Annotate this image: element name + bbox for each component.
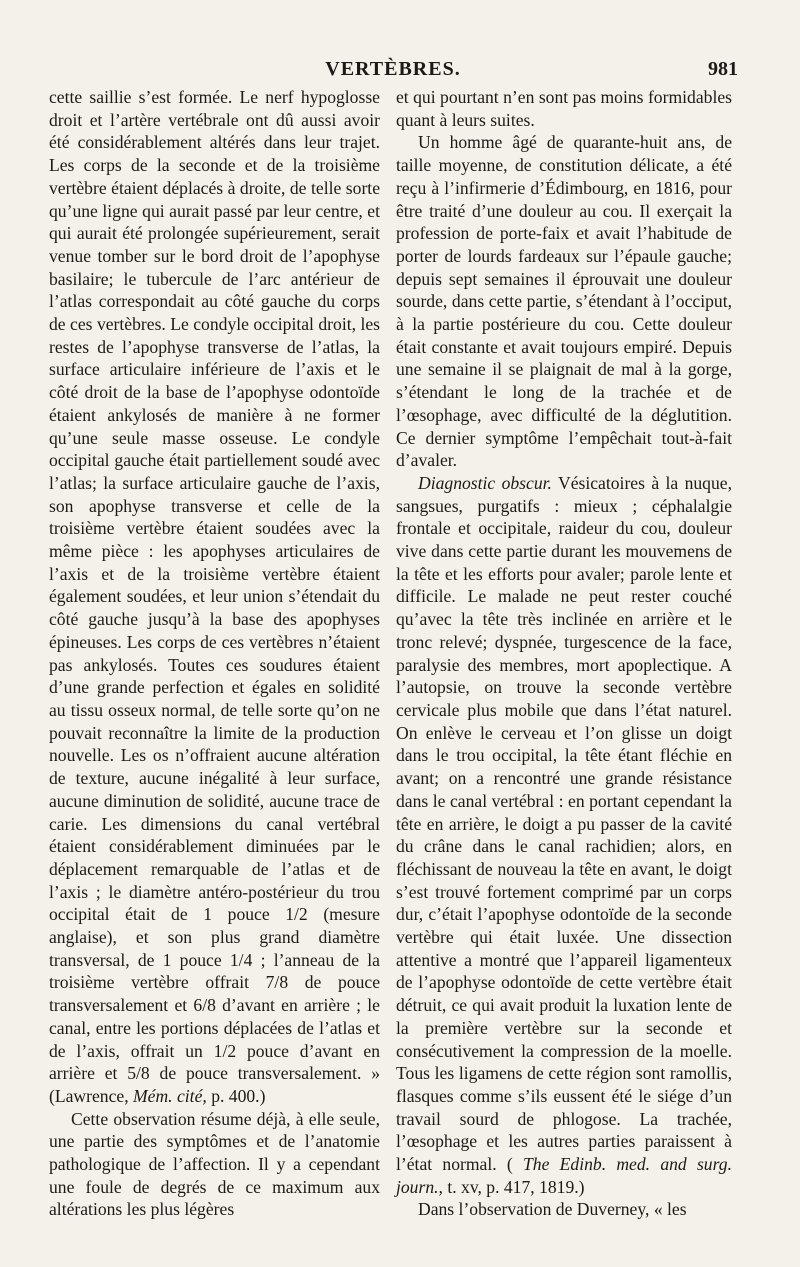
right-paragraph-3-text: Vésicatoires à la nuque, sangsues, purgatifs : mieux ; céphalalgie frontale et occipitale, raideur du cou, douleur vive dans cette partie durant les mouvemens de la tête et les efforts pour avaler; parole lente et difficile. Le malade ne peut rester couché qu’avec la tête très inclinée en arrière et le tronc relevé; dyspnée, turgescence de la face, paralysie des membres, mort apoplectique. A l’autopsie, on trouve la seconde vertèbre cervicale plus mobile que dans l’état naturel. On enlève le cerveau et l’on glisse un doigt dans le trou occipital, la tête étant fléchie en avant; on a rencontré une grande résistance dans le canal vertébral : en portant cependant la tête en arrière, le doigt a pu passer de la cavité du crâne dans le canal rachidien; alors, en fléchissant de nouveau la tête en avant, le doigt s’est trouvé fortement comprimé par un corps dur, c’était l’apophyse odontoïde de la seconde vertèbre qui était luxée. Une dissection attentive a montré que l’appareil ligamenteux de l’apophyse odontoïde de cette vertèbre était détruit, ce qui avait produit la luxation lente de la première vertèbre sur la seconde et consécutivement la compression de la moelle. Tous les ligamens de cette région sont ramollis, flasques comme s’ils eussent été le siége d’un travail sourd de phlogose. La trachée, l’œsophage et les autres parties paraissent à l’état normal. (: [396, 472, 732, 1175]
left-citation: Mém. cité,: [133, 1085, 207, 1106]
left-column: [49, 86, 380, 1221]
running-title: VERTÈBRES.: [325, 58, 461, 80]
right-paragraph-3: [396, 472, 732, 1199]
right-column: [396, 86, 732, 1221]
diagnostic-label: Diagnostic obscur.: [418, 472, 552, 493]
running-head: [48, 58, 738, 84]
left-paragraph-2: Cette observation résume déjà, à elle seule, une partie des symptômes et de l’anatomie pathologique de l’affection. Il y a cependant une foule de degrés de ce maximum aux altérations les plus légères: [49, 1108, 380, 1220]
left-paragraph-1: [49, 86, 380, 1108]
right-paragraph-1: et qui pourtant n’en sont pas moins formidables quant à leurs suites.: [396, 87, 732, 130]
page-number: 981: [708, 58, 738, 80]
right-paragraph-2: Un homme âgé de quarante-huit ans, de taille moyenne, de constitution délicate, a été reçu à l’infirmerie d’Édimbourg, en 1816, pour être traité d’une douleur au cou. Il exerçait la profession de porte-faix et avait l’habitude de porter de lourds fardeaux sur l’épaule gauche; depuis sept semaines il éprouvait une douleur sourde, dans cette partie, s’étendant à l’occiput, à la partie postérieure du cou. Cette douleur était constante et avait toujours empiré. Depuis une semaine il se plaignait de mal à la gorge, s’étendant le long de la trachée et de l’œsophage, avec difficulté de la déglutition. Ce dernier symptôme l’empêchait tout-à-fait d’avaler.: [396, 132, 732, 471]
left-citation-page: p. 400.): [211, 1085, 266, 1106]
right-citation: The Edinb. med. and surg. journ.,: [396, 1154, 732, 1197]
right-paragraph-4: Dans l’observation de Duverney, « les: [418, 1199, 687, 1220]
right-citation-details: t. xv, p. 417, 1819.): [447, 1176, 585, 1197]
left-paragraph-1-text: cette saillie s’est formée. Le nerf hypoglosse droit et l’artère vertébrale ont dû aussi avoir été considérablement altérés dans leur trajet. Les corps de la seconde et de la troisième vertèbre étaient déplacés à droite, de telle sorte qu’une ligne qui aurait passé par leur centre, et qui aurait été prolongée supérieurement, serait venue tomber sur le bord droit de l’apophyse basilaire; le tubercule de l’arc antérieur de l’atlas correspondait au côté gauche du corps de ces vertèbres. Le condyle occipital droit, les restes de l’apophyse transverse de l’atlas, la surface articulaire inférieure de l’axis et le côté droit de la base de l’apophyse odontoïde étaient ankylosés de manière à ne former qu’une seule masse osseuse. Le condyle occipital gauche était partiellement soudé avec l’atlas; la surface articulaire gauche de l’axis, son apophyse transverse et celle de la troisième vertèbre étaient soudées avec la même pièce : les apophyses articulaires de l’axis et de la troisième vertèbre étaient également soudées, et leur union s’étendait du côté gauche jusqu’à la base des apophyses épineuses. Les corps de ces vertèbres n’étaient pas ankylosés. Toutes ces soudures étaient d’une grande perfection et égales en solidité au tissu osseux normal, de telle sorte qu’on ne pouvait reconnaître la limite de la production nouvelle. Les os n’offraient aucune altération de texture, aucune inégalité à leur surface, aucune diminution de solidité, aucune trace de carie. Les dimensions du canal vertébral étaient considérablement diminuées par le déplacement remarquable de l’atlas et de l’axis ; le diamètre antéro-postérieur du trou occipital était de 1 pouce 1/2 (mesure anglaise), et son plus grand diamètre transversal, de 1 pouce 1/4 ; l’anneau de la troisième vertèbre offrait 7/8 de pouce transversalement et 6/8 d’avant en arrière ; le canal, entre les portions déplacées de l’atlas et de l’axis, offrait un 1/2 pouce d’avant en arrière et 5/8 de pouce transversalement. » (Lawrence,: [49, 87, 380, 1106]
